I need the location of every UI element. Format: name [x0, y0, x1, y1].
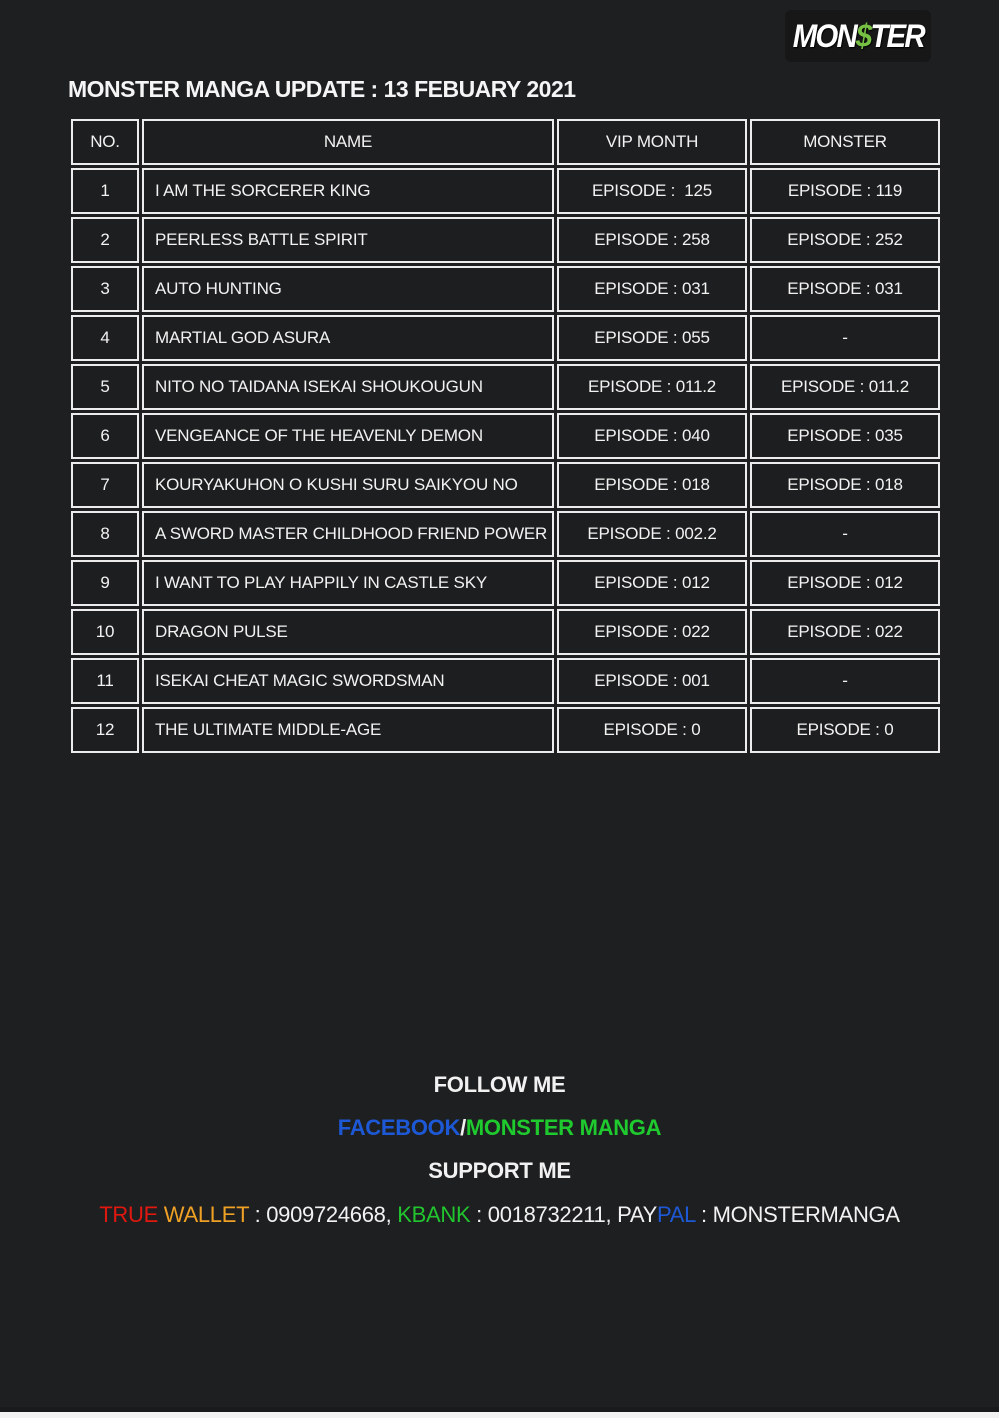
- table-header-row: [71, 119, 940, 165]
- table-row: [71, 707, 940, 753]
- paypal-brand-pal: PAL: [656, 1202, 696, 1227]
- cell-vip: EPISODE : 125: [557, 168, 747, 214]
- cell-name: MARTIAL GOD ASURA: [142, 315, 554, 361]
- kbank-brand: KBANK: [397, 1202, 471, 1227]
- cell-monster: EPISODE : 031: [750, 266, 940, 312]
- cell-name: I AM THE SORCERER KING: [142, 168, 554, 214]
- col-header-vip: VIP MONTH: [557, 119, 747, 165]
- table-row: [71, 609, 940, 655]
- col-header-name: NAME: [142, 119, 554, 165]
- cell-no: 4: [71, 315, 139, 361]
- cell-vip: EPISODE : 022: [557, 609, 747, 655]
- cell-name: NITO NO TAIDANA ISEKAI SHOUKOUGUN: [142, 364, 554, 410]
- cell-monster: EPISODE : 022: [750, 609, 940, 655]
- cell-no: 10: [71, 609, 139, 655]
- cell-name: PEERLESS BATTLE SPIRIT: [142, 217, 554, 263]
- cell-no: 9: [71, 560, 139, 606]
- cell-name: ISEKAI CHEAT MAGIC SWORDSMAN: [142, 658, 554, 704]
- cell-vip: EPISODE : 002.2: [557, 511, 747, 557]
- monster-logo: [785, 10, 931, 62]
- table-row: [71, 658, 940, 704]
- table-row: [71, 364, 940, 410]
- facebook-page-name[interactable]: MONSTER MANGA: [465, 1115, 662, 1140]
- table-row: [71, 511, 940, 557]
- cell-vip: EPISODE : 040: [557, 413, 747, 459]
- cell-no: 12: [71, 707, 139, 753]
- facebook-label[interactable]: FACEBOOK: [337, 1115, 461, 1140]
- cell-monster: -: [750, 315, 940, 361]
- logo-part-mon: MON: [792, 17, 856, 54]
- cell-no: 1: [71, 168, 139, 214]
- cell-monster: EPISODE : 252: [750, 217, 940, 263]
- cell-monster: -: [750, 658, 940, 704]
- cell-no: 6: [71, 413, 139, 459]
- cell-name: KOURYAKUHON O KUSHI SURU SAIKYOU NO: [142, 462, 554, 508]
- cell-no: 7: [71, 462, 139, 508]
- follow-me-heading: FOLLOW ME: [433, 1072, 566, 1097]
- table-row: [71, 462, 940, 508]
- cell-monster: -: [750, 511, 940, 557]
- table-row: [71, 315, 940, 361]
- table-row: [71, 560, 940, 606]
- true-wallet-brand-true: TRUE: [99, 1202, 158, 1227]
- cell-name: VENGEANCE OF THE HEAVENLY DEMON: [142, 413, 554, 459]
- cell-name: DRAGON PULSE: [142, 609, 554, 655]
- cell-no: 2: [71, 217, 139, 263]
- cell-monster: EPISODE : 035: [750, 413, 940, 459]
- monster-logo-text: [792, 18, 923, 55]
- cell-vip: EPISODE : 031: [557, 266, 747, 312]
- table-row: [71, 413, 940, 459]
- cell-vip: EPISODE : 012: [557, 560, 747, 606]
- page-title: MONSTER MANGA UPDATE : 13 FEBUARY 2021: [68, 76, 576, 102]
- cell-no: 3: [71, 266, 139, 312]
- cell-no: 11: [71, 658, 139, 704]
- table-row: [71, 217, 940, 263]
- logo-dollar-sign: $: [855, 17, 871, 54]
- col-header-no: NO.: [71, 119, 139, 165]
- cell-monster: EPISODE : 011.2: [750, 364, 940, 410]
- cell-vip: EPISODE : 011.2: [557, 364, 747, 410]
- cell-monster: EPISODE : 0: [750, 707, 940, 753]
- table-row: [71, 266, 940, 312]
- bottom-edge-strip: [0, 1412, 999, 1418]
- cell-name: THE ULTIMATE MIDDLE-AGE: [142, 707, 554, 753]
- cell-monster: EPISODE : 119: [750, 168, 940, 214]
- cell-name: AUTO HUNTING: [142, 266, 554, 312]
- payment-info: [0, 1202, 999, 1228]
- facebook-link[interactable]: [0, 1115, 999, 1141]
- cell-vip: EPISODE : 0: [557, 707, 747, 753]
- table-row: [71, 168, 940, 214]
- cell-name: I WANT TO PLAY HAPPILY IN CASTLE SKY: [142, 560, 554, 606]
- support-me-heading: SUPPORT ME: [428, 1158, 571, 1183]
- true-wallet-number: : 0909724668,: [248, 1202, 398, 1227]
- manga-update-table: [68, 116, 943, 756]
- cell-no: 5: [71, 364, 139, 410]
- col-header-monster: MONSTER: [750, 119, 940, 165]
- true-wallet-brand-wallet: WALLET: [157, 1202, 249, 1227]
- cell-vip: EPISODE : 018: [557, 462, 747, 508]
- logo-part-ter: TER: [870, 17, 924, 54]
- cell-monster: EPISODE : 018: [750, 462, 940, 508]
- paypal-account: : MONSTERMANGA: [695, 1202, 900, 1227]
- slash-separator: /: [460, 1115, 466, 1140]
- cell-no: 8: [71, 511, 139, 557]
- cell-vip: EPISODE : 001: [557, 658, 747, 704]
- cell-monster: EPISODE : 012: [750, 560, 940, 606]
- cell-vip: EPISODE : 258: [557, 217, 747, 263]
- cell-vip: EPISODE : 055: [557, 315, 747, 361]
- cell-name: A SWORD MASTER CHILDHOOD FRIEND POWER: [142, 511, 554, 557]
- kbank-number: : 0018732211, PAY: [470, 1202, 657, 1227]
